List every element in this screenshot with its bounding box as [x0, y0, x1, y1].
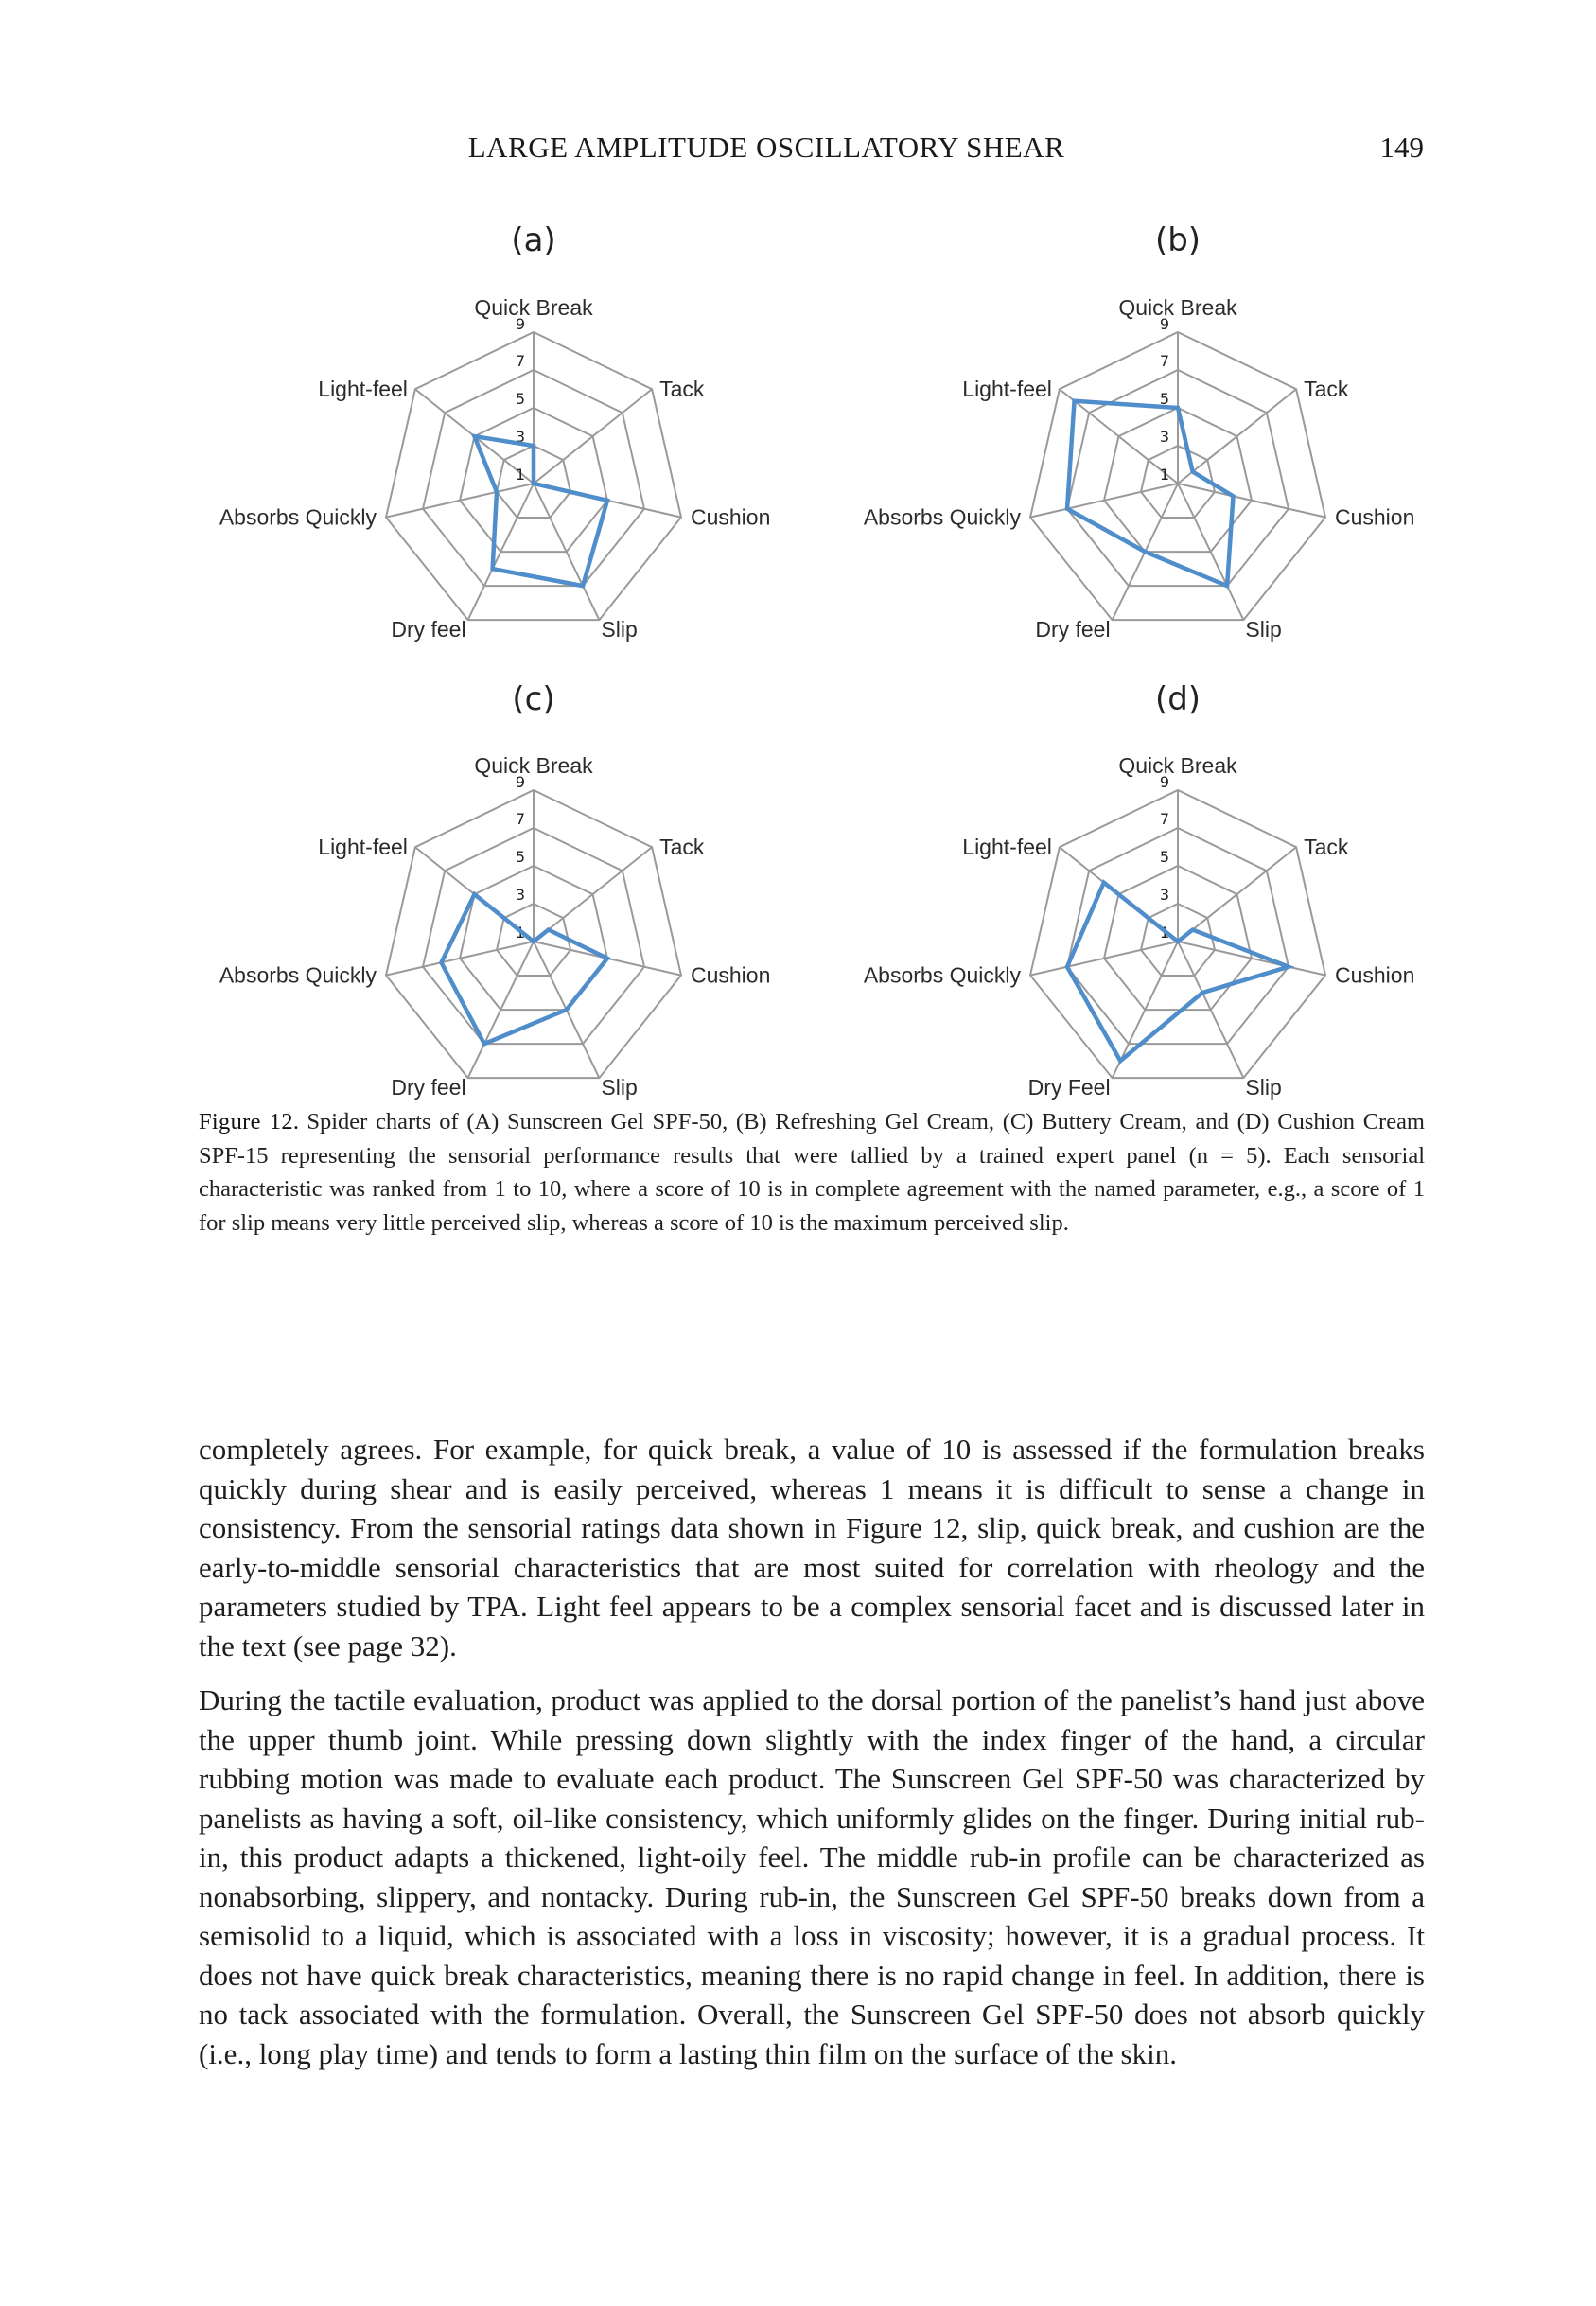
axis-label-absorbs-quickly: Absorbs Quickly [863, 504, 1022, 530]
figure-caption-text: Spider charts of (A) Sunscreen Gel SPF-50, (B) Refreshing Gel Cream, (C) Buttery Cream, and (D) Cushion Cream SPF-15 representing the sensorial performance results that were tallied by a trained expert panel (n = 5). Each sensorial characteristic was ranked from 1 to 10, where a score of 10 is in complete agreement with the named parameter, e.g., a score of 1 for slip means very little perceived slip, whereas a score of 10 is the maximum perceived slip. [199, 1109, 1425, 1236]
tick-label: 3 [515, 886, 525, 904]
axis-label-cushion: Cushion [690, 962, 771, 988]
radar-chart-d [864, 680, 1415, 1100]
tick-label: 9 [515, 315, 525, 333]
series-line [1067, 401, 1233, 586]
axis-spoke [534, 389, 652, 484]
axis-spoke [1178, 389, 1296, 484]
tick-label: 9 [1159, 773, 1169, 791]
axis-spoke [1178, 484, 1325, 518]
tick-label: 7 [515, 810, 525, 828]
axis-label-light-feel: Light-feel [318, 377, 408, 402]
panel-title: (c) [512, 680, 555, 718]
tick-label: 1 [515, 466, 525, 484]
axis-label-slip: Slip [1245, 1075, 1282, 1100]
axis-label-slip: Slip [601, 617, 638, 643]
tick-label: 1 [1159, 924, 1169, 942]
tick-label: 7 [1159, 352, 1169, 370]
tick-label: 5 [1159, 848, 1169, 866]
axis-spoke [1030, 484, 1178, 518]
axis-spoke [386, 484, 534, 518]
axis-label-slip: Slip [601, 1075, 638, 1100]
body-paragraph-2: During the tactile evaluation, product was applied to the dorsal portion of the panelist’s hand just above the upper thumb joint. While pressing down slightly with the index finger of the hand, a circular rubbing motion was made to evaluate each product. The Sunscreen Gel SPF-50 was characterized by panelists as having a soft, oil-like consistency, which uniformly glides on the finger. During initial rub-in, this product adapts a thickened, light-oily feel. The middle rub-in profile can be characterized as nonabsorbing, slippery, and nontacky. During rub-in, the Sunscreen Gel SPF-50 breaks down from a semisolid to a liquid, which is associated with a loss in viscosity; however, it is a gradual process. It does not have quick break characteristics, meaning there is no rapid change in feel. In addition, there is no tack associated with the formulation. Overall, the Sunscreen Gel SPF-50 does not absorb quickly (i.e., long play time) and tends to form a lasting thin film on the surface of the skin. [199, 1683, 1425, 2070]
axis-label-cushion: Cushion [1334, 504, 1415, 530]
axis-label-absorbs-quickly: Absorbs Quickly [219, 962, 377, 988]
running-head-title: LARGE AMPLITUDE OSCILLATORY SHEAR [467, 131, 1065, 164]
tick-label: 5 [515, 390, 525, 408]
axis-label-absorbs-quickly: Absorbs Quickly [863, 962, 1022, 988]
axis-spoke [1030, 942, 1178, 976]
tick-label: 1 [1159, 466, 1169, 484]
axis-spoke [1178, 942, 1325, 976]
axis-label-absorbs-quickly: Absorbs Quickly [219, 504, 377, 530]
axis-label-dry-feel: Dry feel [1035, 617, 1111, 643]
axis-label-tack: Tack [1304, 377, 1349, 402]
axis-label-dry-feel: Dry feel [391, 1075, 466, 1100]
tick-label: 7 [1159, 810, 1169, 828]
panel-title: (d) [1154, 680, 1201, 718]
spider-charts-figure [0, 0, 1596, 1107]
axis-label-dry-feel: Dry Feel [1027, 1075, 1111, 1100]
figure-caption [199, 1105, 1425, 1240]
axis-label-cushion: Cushion [1334, 962, 1415, 988]
tick-label: 5 [515, 848, 525, 866]
axis-label-tack: Tack [659, 377, 705, 402]
axis-label-tack: Tack [1304, 835, 1349, 860]
radar-chart-c [219, 680, 771, 1100]
body-paragraph-1: completely agrees. For example, for quick break, a value of 10 is assessed if the formulation breaks quickly during shear and is easily perceived, whereas 1 means it is difficult to sense a change in consistency. From the sensorial ratings data shown in Figure 12, slip, quick break, and cushion are the early-to-middle sensorial characteristics that are most suited for correlation with rheology and the parameters studied by TPA. Light feel appears to be a complex sensorial facet and is discussed later in the text (see page 32). [199, 1433, 1425, 1663]
panel-title: (a) [511, 221, 556, 259]
tick-label: 1 [515, 924, 525, 942]
tick-label: 5 [1159, 390, 1169, 408]
radar-chart-a [219, 221, 771, 642]
axis-label-quick-break: Quick Break [1118, 753, 1237, 778]
series-line [474, 436, 607, 586]
axis-label-tack: Tack [659, 835, 705, 860]
axis-label-quick-break: Quick Break [474, 295, 593, 320]
axis-label-slip: Slip [1245, 617, 1282, 643]
radar-chart-b [864, 221, 1415, 642]
figure-12 [0, 0, 1596, 1107]
axis-label-dry-feel: Dry feel [391, 617, 466, 643]
axis-label-quick-break: Quick Break [474, 753, 593, 778]
tick-label: 9 [1159, 315, 1169, 333]
tick-label: 7 [515, 352, 525, 370]
axis-label-quick-break: Quick Break [1118, 295, 1237, 320]
panel-title: (b) [1154, 221, 1201, 259]
tick-label: 3 [1159, 428, 1169, 446]
axis-spoke [534, 847, 652, 942]
axis-label-cushion: Cushion [690, 504, 771, 530]
axis-label-light-feel: Light-feel [962, 377, 1052, 402]
figure-caption-label: Figure 12. [199, 1109, 300, 1135]
axis-label-light-feel: Light-feel [962, 835, 1052, 860]
axis-label-light-feel: Light-feel [318, 835, 408, 860]
tick-label: 3 [1159, 886, 1169, 904]
axis-spoke [1178, 847, 1296, 942]
tick-label: 3 [515, 428, 525, 446]
page-number: 149 [1379, 131, 1424, 164]
axis-spoke [386, 942, 534, 976]
tick-label: 9 [515, 773, 525, 791]
